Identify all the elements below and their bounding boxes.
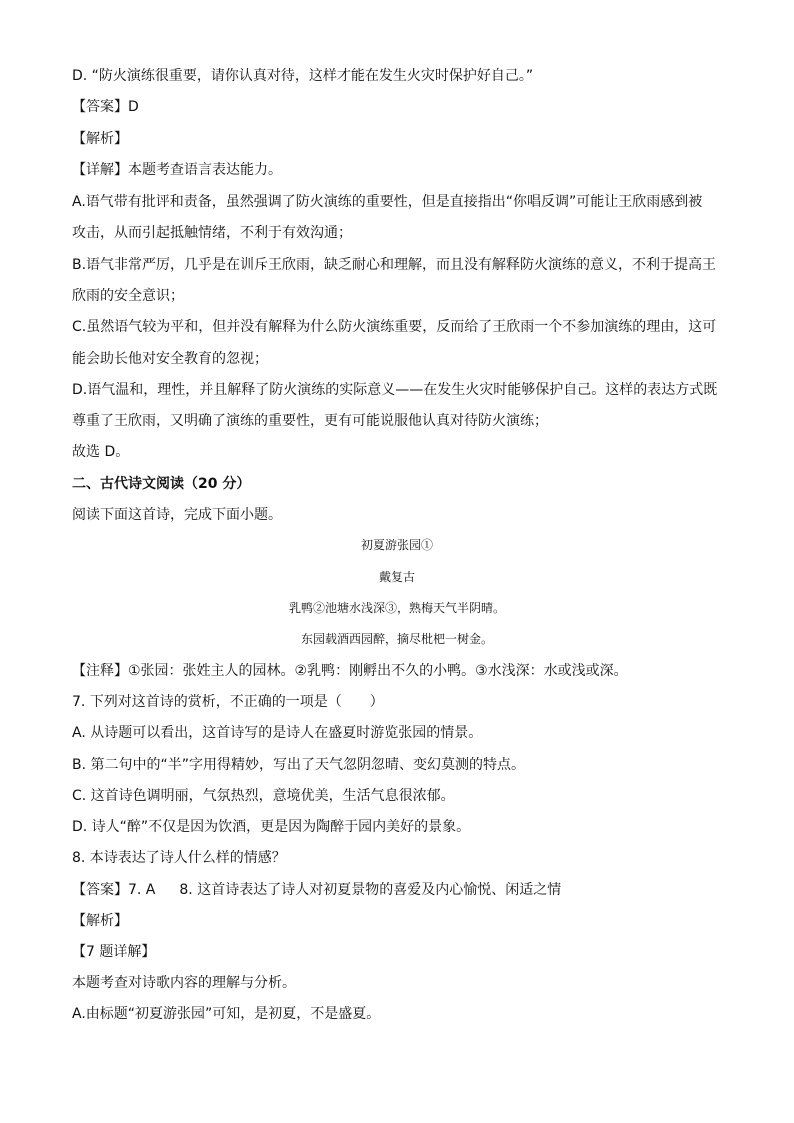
answer-q8: 8. 这首诗表达了诗人对初夏景物的喜爱及内心愉悦、闲适之情 [179,882,562,898]
q6-explain-a-2: 攻击，从而引起抵触情绪，不利于有效沟通； [72,225,352,241]
answer-label: 【答案】 [72,99,128,115]
poem-title: 初夏游张园① [360,538,433,552]
q6-answer [72,98,139,116]
q7-option-c: C. 这首诗色调明丽，气氛热烈，意境优美，生活气息很浓郁。 [72,788,455,804]
q6-analysis-label: 【解析】 [72,131,128,147]
poem-line-1: 乳鸭②池塘水浅深③，熟梅天气半阴晴。 [288,601,505,615]
answer-value: D [128,99,139,115]
q6-explain-b-2: 欣雨的安全意识； [72,288,184,304]
answer-row [72,881,561,899]
poem-note: 【注释】①张园：张姓主人的园林。②乳鸭：刚孵出不久的小鸭。③水浅深：水或浅或深。 [72,663,628,679]
answer-label-2: 【答案】 [72,882,128,898]
q6-explain-c-2: 能会助长他对安全教育的忽视； [72,351,268,367]
q6-explain-d-2: 尊重了王欣雨，又明确了演练的重要性，更有可能说服他认真对待防火演练； [72,413,548,429]
q6-option-d: D. “防火演练很重要，请你认真对待，这样才能在发生火灾时保护好自己。” [72,68,534,84]
q6-detail: 【详解】本题考查语言表达能力。 [72,162,282,178]
q6-conclusion: 故选 D。 [72,444,130,460]
q6-explain-c-1: C.虽然语气较为平和，但并没有解释为什么防火演练重要，反而给了王欣雨一个不参加演练的理由，这可 [72,319,717,335]
poem-line-2: 东园载酒西园醉，摘尽枇杷一树金。 [300,632,493,646]
q6-explain-d-1: D.语气温和，理性，并且解释了防火演练的实际意义——在发生火灾时能够保护自己。这样的表达方式既 [72,382,718,398]
poem-author: 戴复古 [378,570,415,584]
q7-detail-label: 【7 题详解】 [72,944,156,960]
analysis-label-2: 【解析】 [72,913,128,929]
q7-detail-line-1: 本题考查对诗歌内容的理解与分析。 [72,975,296,991]
q7-option-d: D. 诗人“醉”不仅是因为饮酒，更是因为陶醉于园内美好的景象。 [72,819,471,835]
q7-stem: 7. 下列对这首诗的赏析，不正确的一项是（ ） [72,694,384,710]
q6-explain-a-1: A.语气带有批评和责备，虽然强调了防火演练的重要性，但是直接指出“你唱反调”可能让王欣雨感到被 [72,194,703,210]
q6-explain-b-1: B.语气非常严厉，几乎是在训斥王欣雨，缺乏耐心和理解，而且没有解释防火演练的意义，不利于提高王 [72,257,717,273]
section-intro: 阅读下面这首诗，完成下面小题。 [72,507,282,523]
q7-option-a: A. 从诗题可以看出，这首诗写的是诗人在盛夏时游览张园的情景。 [72,725,483,741]
answer-q7: 7. A [128,882,156,898]
q8-stem: 8. 本诗表达了诗人什么样的情感？ [72,850,286,866]
q7-option-b: B. 第二句中的“半”字用得精妙，写出了天气忽阴忽晴、变幻莫测的特点。 [72,757,526,773]
section-heading: 二、古代诗文阅读（20 分） [72,476,251,492]
q7-detail-line-2: A.由标题“初夏游张园”可知，是初夏，不是盛夏。 [72,1006,381,1022]
